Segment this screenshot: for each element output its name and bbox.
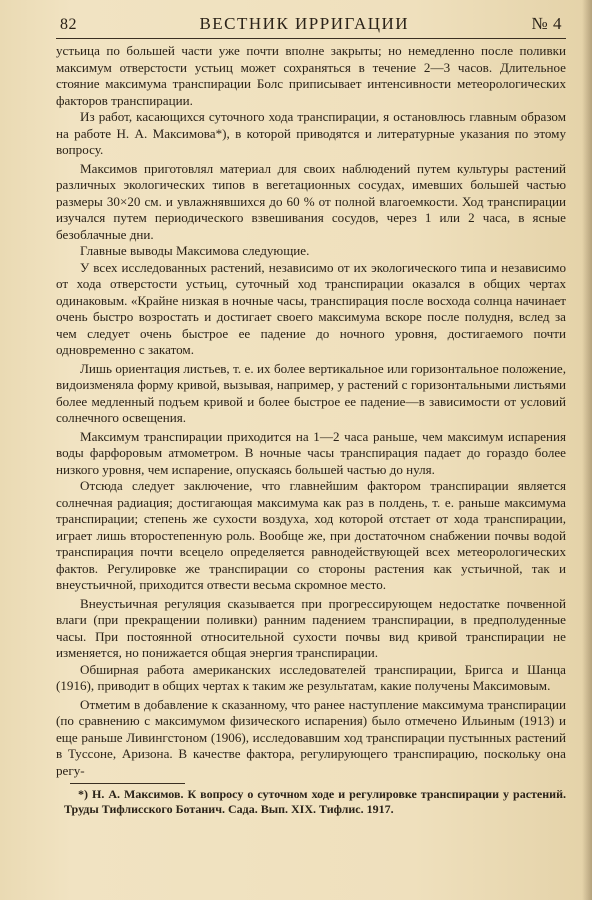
paragraph-main-conclusions: Главные выводы Максимова следующие. <box>80 243 310 258</box>
page-number: 82 <box>60 16 77 33</box>
paragraph-solar-radiation: Отсюда следует заключение, что главнейшим фактором транспирации является солнечная радиация; достигающая максимума как раз в полдень, т. е. раньше максимума транспирации; степень же сухости воздуха, ход которой отстает от хода транспирации, играет лишь второстепенную роль. Вообще же, при достаточном снабжении почвы водой транспирация почти всецело определяется равнодействующей всех метеорологических фактов. Регулировке же транспирации со стороны растения как устьичной, так и внеустьичной, приходится отвести весьма скромное место. <box>56 478 566 592</box>
paragraph-leaf-orientation: Лишь ориентация листьев, т. е. их более вертикальное или горизонтальное положение, видоизменяла форму кривой, вызывая, например, у растений с горизонтальными листьями более медленный подъем кривой и более быстрое ее падение—в зависимости от условий солнечного освещения. <box>56 360 566 425</box>
paragraph-extra-stomatal-regulation: Внеустьичная регуляция сказывается при прогрессирующем недостатке почвенной влаги (при прекращении поливки) ранним падением транспирации, в предполуденные часы. При постоянной относительной сухости почвы вид кривой транспирации не изменяется, но понижается общая энергия транспирации. <box>56 595 566 660</box>
article-body <box>56 43 566 779</box>
paragraph-ilyin-livingston: Отметим в добавление к сказанному, что ранее наступление максимума транспирации (по сравнению с максимумом физического испарения) было отмечено Ильиным (1913) и еще раньше Ливингстоном (1906), исследовавшим ход транспирации пустынных растений в Туссоне, Аризона. В качестве фактора, регулирующего транспирацию, поскольку она регу- <box>56 696 566 778</box>
paragraph-briggs-shantz: Обширная работа американских исследователей транспирации, Бригса и Шанца (1916), приводит в общих чертах к таким же результатам, какие получены Максимовым. <box>56 661 566 693</box>
paragraph-daily-course: У всех исследованных растений, независимо от их экологического типа и независимо от хода отверстости устьиц, суточный ход транспирации оказался в общих чертах одинаковым. «Крайне низкая в ночные часы, транспирация после восхода солнца начинает очень быстро возростать и достигает своего максимума вскоре после полудня, вслед за чем следует очень быстрое ее падение до ночного уровня, достигаемого почти одновременно с закатом. <box>56 259 566 357</box>
page-gutter-shadow <box>582 0 592 900</box>
footnote: *) Н. А. Максимов. К вопросу о суточном ходе и регулировке транспирации у растений. Труды Тифлисского Ботанич. Сада. Вып. XIX. Тифлис. 1917. <box>64 787 566 816</box>
journal-title: ВЕСТНИК ИРРИГАЦИИ <box>199 14 410 33</box>
issue-number: № 4 <box>531 14 562 33</box>
paragraph-continuation: устьица по большей части уже почти вполне закрыты; но немедленно после поливки максимум отверстости устьиц может сохраняться в течение 2—3 часов. Длительное стояние максимума транспирации Болс приписывает интенсивности метеорологических факторов транспирации. <box>56 43 566 108</box>
paragraph-maximov-method: Максимов приготовлял материал для своих наблюдений путем культуры растений различных экологических типов в вегетационных сосудах, имевших большей частью размеры 30×20 см. и увлажнявшихся до 60 % от полной влагоемкости. Ход транспирации изучался путем периодического взвешивания сосудов, через 1 или 2 часа, в ясные безоблачные дни. <box>56 160 566 242</box>
paragraph-maximov-intro: Из работ, касающихся суточного хода транспирации, я остановлюсь главным образом на работе Н. А. Максимова*), в которой приводятся и литературные указания по этому вопросу. <box>56 109 566 157</box>
paragraph-transpiration-maximum: Максимум транспирации приходится на 1—2 часа раньше, чем максимум испарения воды фарфоровым атмометром. В ночные часы транспирация падает до гораздо более низкого уровня, чем испарение, опускаясь большей частью до нуля. <box>56 428 566 477</box>
footnote-divider <box>70 783 185 784</box>
running-header <box>56 14 566 39</box>
